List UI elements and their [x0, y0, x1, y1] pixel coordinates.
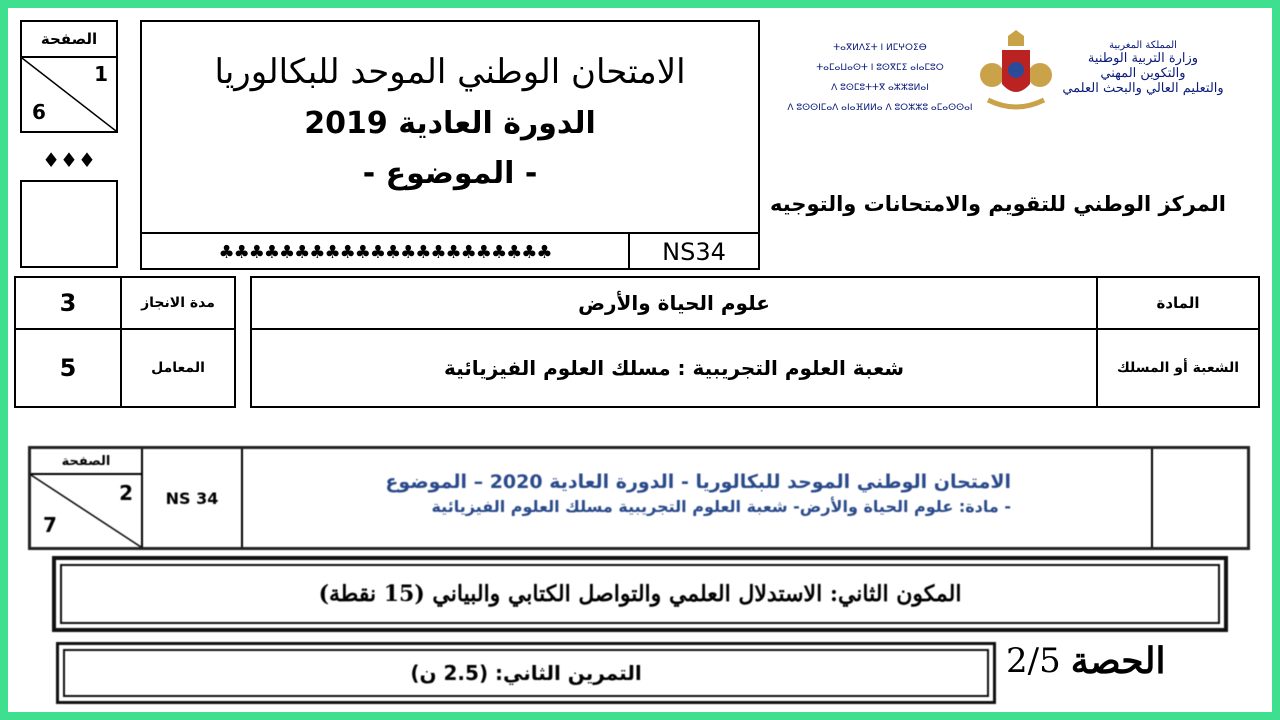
tifinagh-ministry [780, 38, 980, 118]
ministry-arabic [1048, 40, 1238, 96]
branch-label: الشعبة أو المسلك [1116, 360, 1240, 376]
lesson-label [1006, 636, 1216, 686]
page-label: الصفحة [31, 449, 141, 475]
exercise-title: التمرين الثاني: (2.5 ن) [63, 649, 989, 697]
page-total: 6 [32, 100, 46, 124]
subject-heading: - الموضوع - [362, 156, 538, 191]
branch: شعبة العلوم التجريبية : مسلك العلوم الفيزيائية [252, 330, 1098, 406]
page-num: 2 [119, 481, 133, 505]
empty-box [20, 180, 118, 268]
exam-center: المركز الوطني للتقويم والامتحانات والتوجيه [770, 192, 1226, 216]
component-title: المكون الثاني: الاستدلال العلمي والتواصل الكتابي والبياني (15 نقطة) [60, 564, 1220, 624]
kingdom: المملكة المغربية [1109, 40, 1177, 51]
coefficient-label: المعامل [151, 360, 205, 376]
page-total: 7 [43, 513, 57, 537]
tifinagh-line: ⵜⴰⴳⵍⴷⵉⵜ ⵏ ⵍⵎⵖⵔⵉⴱ [833, 43, 927, 53]
ministry-line: والتكوين المهني [1100, 66, 1186, 81]
tifinagh-line: ⵜⴰⵎⴰⵡⴰⵙⵜ ⵏ ⵓⵙⴳⵎⵉ ⴰⵏⴰⵎⵓⵔ [816, 63, 944, 73]
page-2-subtitle: - مادة: علوم الحياة والأرض- شعبة العلوم التجريبية مسلك العلوم الفيزيائية [431, 497, 1011, 516]
subject-label: المادة [1098, 278, 1258, 330]
page-label: الصفحة [22, 22, 116, 58]
component-box [52, 556, 1228, 632]
subject: علوم الحياة والأرض [252, 278, 1098, 330]
coefficient: 5 [16, 330, 122, 406]
duration: 3 [16, 278, 122, 330]
exam-code: NS 34 [143, 449, 243, 547]
title-box [140, 20, 760, 270]
ministry-line: والتعليم العالي والبحث العلمي [1062, 81, 1224, 96]
duration-label: مدة الانجاز [122, 278, 234, 330]
exam-title: الامتحان الوطني الموحد للبكالوريا [214, 52, 686, 92]
subject-table [250, 276, 1260, 408]
tifinagh-line: ⴷ ⵓⵙⵎⵓⵜⵜⴳ ⴰⵣⵣⵓⵍⴰⵏ [831, 83, 929, 93]
duration-coef-table [14, 276, 236, 408]
coat-of-arms-icon [980, 30, 1052, 114]
diamonds: ♦♦♦ [42, 148, 96, 172]
page-2-header [28, 446, 1250, 550]
page-number-box [20, 20, 118, 133]
clubs-row: ♣♣♣♣♣♣♣♣♣♣♣♣♣♣♣♣♣♣♣♣♣♣ [218, 241, 552, 263]
exercise-box [56, 642, 996, 704]
tifinagh-line: ⴷ ⵓⵙⵙⵏⵎⴰⴷ ⴰⵏⴰⴼⵍⵍⴰ ⴷ ⵓⵔⵣⵣⵓ ⴰⵎⴰⵙⵙⴰⵏ [787, 103, 973, 113]
page-2-title: الامتحان الوطني الموحد للبكالوريا - الدورة العادية 2020 – الموضوع [385, 471, 1011, 493]
ministry-line: وزارة التربية الوطنية [1087, 51, 1199, 66]
exam-document [8, 8, 1272, 712]
exam-code: NS34 [628, 234, 758, 270]
lesson-number: 2/5 [1006, 641, 1061, 681]
page-num: 1 [94, 62, 108, 86]
session: الدورة العادية 2019 [304, 106, 596, 141]
lesson-word: الحصة [1070, 640, 1166, 682]
